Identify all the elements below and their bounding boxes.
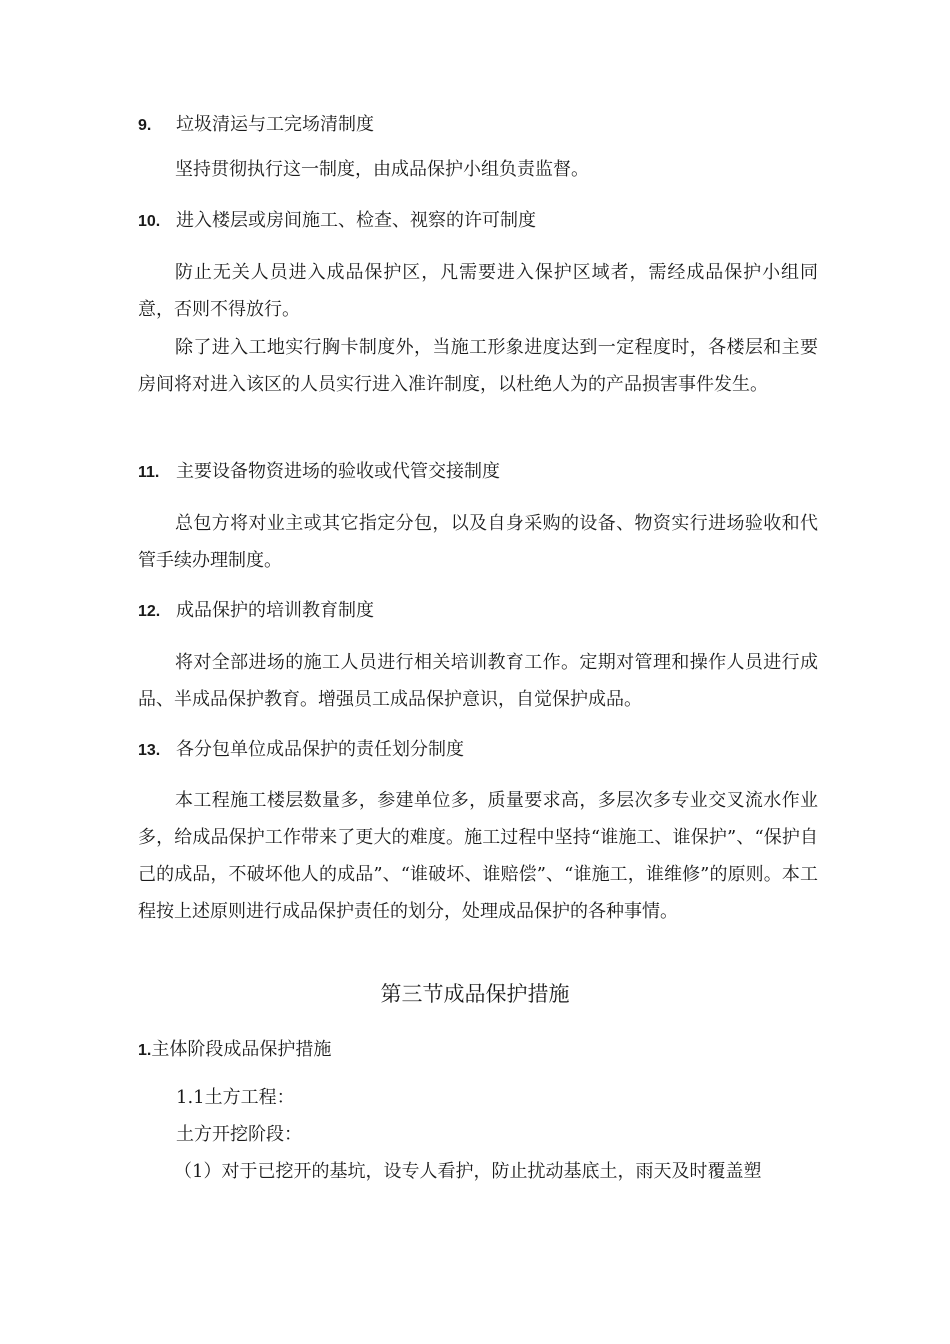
clause-heading bbox=[138, 731, 818, 769]
paragraph: 坚持贯彻执行这一制度，由成品保护小组负责监督。 bbox=[175, 159, 589, 180]
stage-label: 土方开挖阶段： bbox=[176, 1124, 302, 1145]
clause-number: 13. bbox=[138, 742, 161, 759]
clause-number: 10. bbox=[138, 213, 161, 230]
subsection bbox=[138, 1031, 818, 1190]
clause-9 bbox=[138, 106, 818, 188]
paragraph: 防止无关人员进入成品保护区，凡需要进入保护区域者，需经成品保护小组同意，否则不得放行。 bbox=[138, 262, 818, 320]
clause-number: 12. bbox=[138, 603, 161, 620]
paragraph: 将对全部进场的施工人员进行相关培训教育工作。定期对管理和操作人员进行成品、半成品保护教育。增强员工成品保护意识，自觉保护成品。 bbox=[138, 652, 818, 710]
clause-number: 11. bbox=[138, 464, 160, 481]
clause-title: 各分包单位成品保护的责任划分制度 bbox=[176, 739, 464, 760]
section-title: 第三节成品保护措施 bbox=[380, 982, 570, 1006]
clause-title: 进入楼层或房间施工、检查、视察的许可制度 bbox=[176, 210, 536, 231]
paragraph: 总包方将对业主或其它指定分包，以及自身采购的设备、物资实行进场验收和代管手续办理制度。 bbox=[138, 513, 818, 571]
clause-title: 垃圾清运与工完场清制度 bbox=[176, 114, 374, 135]
paragraph: 除了进入工地实行胸卡制度外，当施工形象进度达到一定程度时，各楼层和主要房间将对进入该区的人员实行进入准许制度，以杜绝人为的产品损害事件发生。 bbox=[138, 337, 818, 395]
clause-heading bbox=[138, 106, 818, 144]
sub-subsection-heading: 1.1土方工程： bbox=[176, 1087, 295, 1108]
clause-heading bbox=[138, 202, 818, 240]
list-item: （1）对于已挖开的基坑，设专人看护，防止扰动基底土，雨天及时覆盖塑 bbox=[174, 1161, 762, 1182]
clause-11 bbox=[138, 453, 818, 579]
clause-title: 主要设备物资进场的验收或代管交接制度 bbox=[176, 461, 500, 482]
clause-heading bbox=[138, 592, 818, 630]
clause-12 bbox=[138, 592, 818, 718]
subsection-heading bbox=[138, 1031, 818, 1069]
clause-10 bbox=[138, 202, 818, 403]
clause-title: 成品保护的培训教育制度 bbox=[176, 600, 374, 621]
clause-heading bbox=[138, 453, 818, 491]
subsection-title: 主体阶段成品保护措施 bbox=[151, 1039, 332, 1060]
paragraph: 本工程施工楼层数量多，参建单位多，质量要求高，多层次多专业交叉流水作业多，给成品保护工作带来了更大的难度。施工过程中坚持“谁施工、谁保护”、“保护自己的成品，不破坏他人的成品”、“谁破坏、谁赔偿”、“谁施工，谁维修”的原则。本工程按上述原则进行成品保护责任的划分，处理成品保护的各种事情。 bbox=[138, 790, 818, 922]
clause-number: 9. bbox=[138, 117, 152, 134]
subsection-number: 1. bbox=[138, 1042, 152, 1059]
clause-13 bbox=[138, 731, 818, 930]
